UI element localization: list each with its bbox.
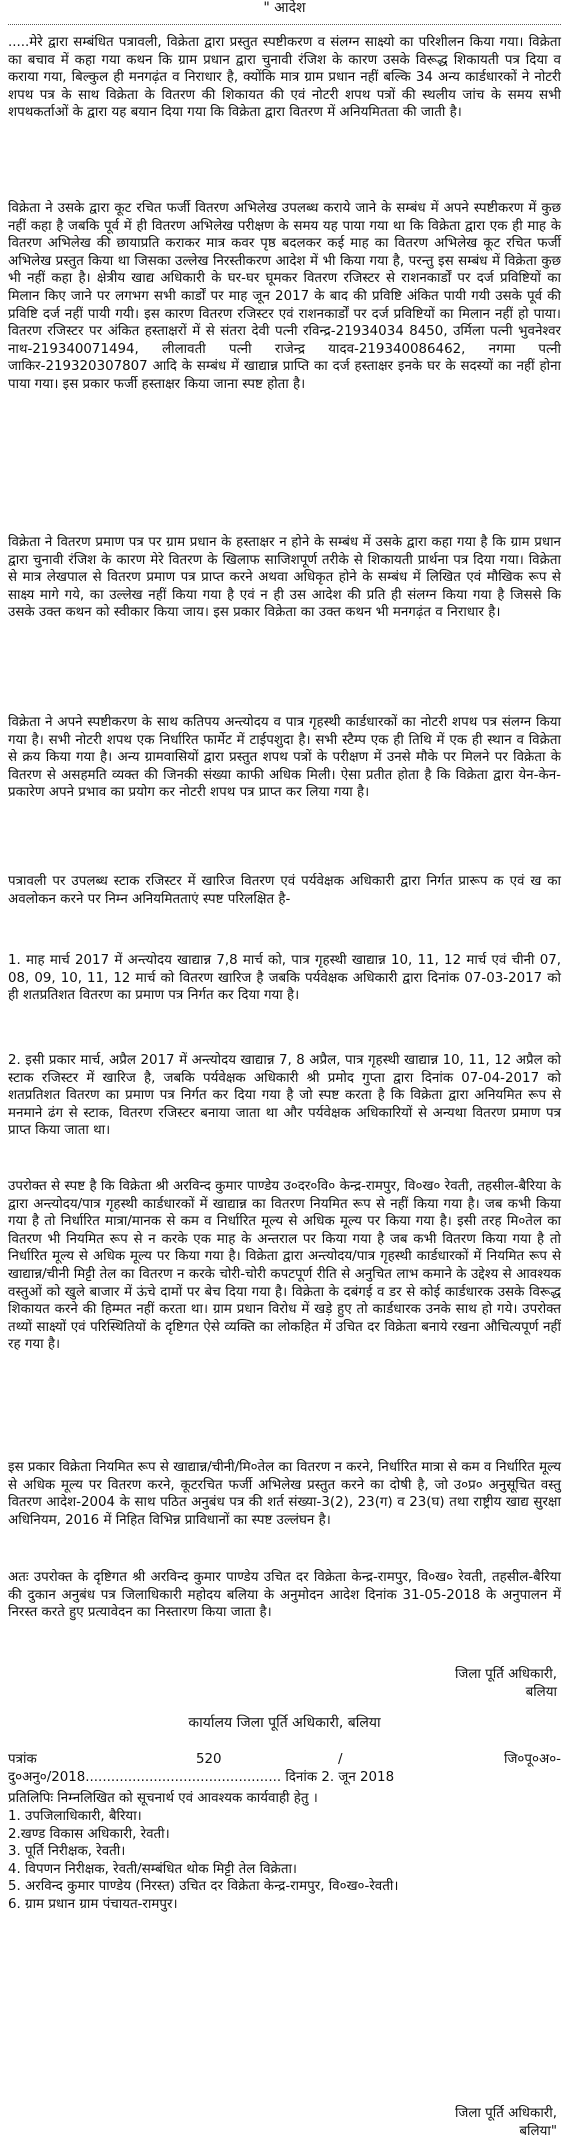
recipient-list bbox=[8, 1808, 561, 1914]
copy-intro: प्रतिलिपिः निम्नलिखित को सूचनार्थ एवं आवश्यक कार्यवाही हेतु । bbox=[8, 1791, 318, 1806]
office-heading: कार्यालय जिला पूर्ति अधिकारी, बलिया bbox=[188, 1715, 381, 1731]
paragraph-conclusion: इस प्रकार विक्रेता नियमित रूप से खाद्यान्न/चीनी/मि०तेल का वितरण न करने, निर्धारित मात्रा से कम व निर्धारित मूल्य से अधिक मूल्य पर वितरण करने, कूटरचित फर्जी अभिलेख प्रस्तुत करने का दोषी है, जो उ०प्र० अनुसूचित वस्तु वितरण आदेश-2004 के साथ पठित अनुबंध पत्र की शर्त संख्या-3(2), 23(ग) व 23(घ) तथा राष्ट्रीय खाद्य सुरक्षा अधिनियम, 2016 में निहित विभिन्न प्राविधानों का स्पष्ट उल्लंघन है। bbox=[8, 1460, 561, 1528]
letter-date-line: दु०अनु०/2018.............................................. दिनांक 2. जून 2018 bbox=[8, 1770, 395, 1785]
paragraph-findings: उपरोक्त से स्पष्ट है कि विक्रेता श्री अरविन्द कुमार पाण्डेय उ०दर०वि० केन्द्र-रामपुर, वि०ख० रेवती, तहसील-बैरिया के द्वारा अन्त्योदय/पात्र गृहस्थी कार्डधारकों में खाद्यान्न का वितरण नियमित रूप से नहीं किया गया है। जब कभी किया गया है तो निर्धारित मात्रा/मानक से कम व निर्धारित मूल्य से अधिक मूल्य पर किया गया है। इसी तरह मि०तेल का वितरण भी नियमित रूप से न करके एक माह के अन्तराल पर किया गया है जब कभी वितरण किया गया है तो निर्धारित मूल्य से अधिक मूल्य पर किया गया है। विक्रेता द्वारा अन्त्योदय/पात्र गृहस्थी कार्डधारकों में नियमित रूप से खाद्यान्न/चीनी मिट्टी तेल का वितरण न करके चोरी-चोरी कपटपूर्ण रीति से अनुचित लाभ कमाने के उद्देश्य से आवश्यक वस्तुओं को खुले बाजार में ऊंचे दामों पर बेच दिया गया है। विक्रेता के दबंगई व डर से कोई कार्डधारक उसके विरूद्ध शिकायत करने की हिम्मत नहीं करता था। ग्राम प्रधान विरोध में खड़े हुए तो कार्डधारक उनके साथ हो गये। उपरोक्त तथ्यों साक्ष्यों एवं परिस्थितियों के दृष्टिगत ऐसे व्यक्ति का लोकहित में उचित दर विक्रेता बनाये रखना औचित्यपूर्ण नहीं रह गया है। bbox=[8, 1179, 561, 1353]
document-title: " आदेश bbox=[263, 0, 306, 16]
paragraph-3: विक्रेता ने वितरण प्रमाण पत्र पर ग्राम प्रधान के हस्ताक्षर न होने के सम्बंध में उसके द्वारा कहा गया है कि ग्राम प्रधान द्वारा चुनावी रंजिश के कारण मेरे वितरण के खिलाफ साजिशपूर्ण तरीके से शिकायती प्रार्थना पत्र दिया गया। विक्रेता से मात्र लेखपाल से वितरण प्रमाण पत्र प्राप्त करने अथवा अधिकृत होने के सम्बंध में लिखित एवं मौखिक रूप से साक्ष्य मागे गये, का उल्लेख नहीं किया गया है एवं न ही उस आदेश की प्रति ही संलग्न किया गया है जिससे कि उसके उक्त कथन को स्वीकार किया जाय। इस प्रकार विक्रेता का उक्त कथन भी मनगढ़ंत व निराधार है। bbox=[8, 535, 561, 621]
paragraph-order: अतः उपरोक्त के दृष्टिगत श्री अरविन्द कुमार पाण्डेय उचित दर विक्रेता केन्द्र-रामपुर, वि०ख० रेवती, तहसील-बैरिया की दुकान अनुबंध पत्र जिलाधिकारी महोदय बलिया के अनुमोदन आदेश दिनांक 31-05-2018 के अनुपालन में निरस्त करते हुए प्रत्यावेदन का निस्तारण किया जाता है। bbox=[8, 1570, 561, 1621]
signature-title: जिला पूर्ति अधिकारी, bbox=[454, 2106, 557, 2121]
dotted-separator bbox=[8, 24, 561, 25]
list-item: 5. अरविन्द कुमार पाण्डेय (निरस्त) उचित दर विक्रेता केन्द्र-रामपुर, वि०ख०-रेवती। bbox=[8, 1879, 399, 1895]
paragraph-1: .....मेरे द्वारा सम्बंधित पत्रावली, विक्रेता द्वारा प्रस्तुत स्पष्टीकरण व संलग्न साक्ष्यो का परिशीलन किया गया। विक्रेता का बचाव में कहा गया कथन कि ग्राम प्रधान द्वारा चुनावी रंजिश के कारण उसके विरूद्ध शिकायती पत्र दिया व कराया गया, बिल्कुल ही मनगढ़ंत व निराधार है, क्योंकि मात्र ग्राम प्रधान नहीं बल्कि 34 अन्य कार्डधारकों ने नोटरी शपथ पत्र के साथ विक्रेता के वितरण की शिकायत की एवं नोटरी शपथ पत्रों की स्थलीय जांच के समय सभी शपथकर्ताओं के द्वारा यह बयान दिया गया कि विक्रेता द्वारा वितरण में अनियमितता की जाती है। bbox=[8, 35, 561, 121]
list-item: 3. पूर्ति निरीक्षक, रेवती। bbox=[8, 1844, 126, 1860]
paragraph-2: विक्रेता ने उसके द्वारा कूट रचित फर्जी वितरण अभिलेख उपलब्ध कराये जाने के सम्बंध में अपने स्पष्टीकरण में कुछ नहीं कहा है जबकि पूर्व में ही वितरण अभिलेख परीक्षण के समय यह पाया गया था कि विक्रेता द्वारा एक ही माह के वितरण अभिलेख की छायाप्रति कराकर मात्र कवर पृष्ठ बदलकर कई माह का वितरण अभिलेख कूट रचित फर्जी अभिलेख प्रस्तुत किया था जिसका उल्लेख निरस्तीकरण आदेश में भी किया गया है, परन्तु इस सम्बंध में विक्रेता कुछ भी नहीं कहा है। क्षेत्रीय खाद्य अधिकारी के घर-घर घूमकर वितरण रजिस्टर से राशनकार्डों पर दर्ज प्रविष्टियों का मिलान किए जाने पर लगभग सभी कार्डों पर माह जून 2017 के बाद की प्रविष्टि अंकित पायी गयी उसके पूर्व की प्रविष्टि दर्ज नहीं पायी गयी। इस कारण वितरण रजिस्टर एवं राशनकार्डों पर दर्ज प्रविष्टियों का मिलान नहीं हो पाया। वितरण रजिस्टर पर अंकित हस्ताक्षरों में से संतरा देवी पत्नी रविन्द्र-21934034 8450, उर्मिला पत्नी भुवनेश्वर नाथ-219340071494, लीलावती पत्नी राजेन्द्र यादव-219340086462, नगमा पत्नी जाकिर-219320307807 आदि के सम्बंध में खाद्यान्न प्राप्ति का दर्ज हस्ताक्षर इनके घर के सदस्यों का नहीं होना पाया गया। इस प्रकार फर्जी हस्ताक्षर किया जाना स्पष्ट होता है। bbox=[8, 201, 561, 392]
list-item: 2.खण्ड विकास अधिकारी, रेवती। bbox=[8, 1826, 170, 1842]
signature-block-1 bbox=[455, 1666, 557, 1701]
letter-number: 520 bbox=[196, 1752, 222, 1767]
list-item: 4. विपणन निरीक्षक, रेवती/सम्बंधित थोक मिट्टी तेल विक्रेता। bbox=[8, 1861, 297, 1877]
paragraph-5: पत्रावली पर उपलब्ध स्टाक रजिस्टर में खारिज वितरण एवं पर्यवेक्षक अधिकारी द्वारा निर्गत प्रारूप क एवं ख का अवलोकन करने पर निम्न अनियमितताएं स्पष्ट परिलक्षित है- bbox=[8, 874, 561, 907]
patrank-label: पत्रांक bbox=[8, 1752, 37, 1767]
signature-block-2 bbox=[455, 2105, 557, 2140]
list-item: 1. उपजिलाधिकारी, बैरिया। bbox=[8, 1809, 142, 1824]
letter-code: जि०पू०अ०- bbox=[504, 1752, 561, 1767]
irregularity-2: 2. इसी प्रकार मार्च, अप्रैल 2017 में अन्त्योदय खाद्यान्न 7, 8 अप्रैल, पात्र गृहस्थी खाद्यान्न 10, 11, 12 अप्रैल को स्टाक रजिस्टर में खारिज है, जबकि पर्यवेक्षक अधिकारी श्री प्रमोद गुप्ता द्वारा दिनांक 07-04-2017 को शतप्रतिशत वितरण का प्रमाण पत्र निर्गत कर दिया गया है जो स्पष्ट करता है कि विक्रेता द्वारा अनियमित रूप से मनमाने ढंग से स्टाक, वितरण रजिस्टर बनाया जाता था और पर्यवेक्षक अधिकारियों से अन्यथा वितरण प्रमाण पत्र प्राप्त किया जाता था। bbox=[8, 1053, 561, 1139]
letter-slash: / bbox=[338, 1752, 343, 1767]
list-item: 6. ग्राम प्रधान ग्राम पंचायत-रामपुर। bbox=[8, 1896, 178, 1912]
signature-title: जिला पूर्ति अधिकारी, bbox=[454, 1667, 557, 1682]
irregularity-1: 1. माह मार्च 2017 में अन्त्योदय खाद्यान्न 7,8 मार्च को, पात्र गृहस्थी खाद्यान्न 10, 11, 12 मार्च एवं चीनी 07, 08, 09, 10, 11, 12 मार्च को वितरण खारिज है जबकि पर्यवेक्षक अधिकारी द्वारा दिनांक 07-03-2017 को ही शतप्रतिशत वितरण का प्रमाण पत्र निर्गत कर दिया गया है। bbox=[8, 953, 561, 1004]
signature-place: बलिया" bbox=[519, 2123, 557, 2139]
signature-place: बलिया bbox=[525, 1684, 557, 1700]
paragraph-4: विक्रेता ने अपने स्पष्टीकरण के साथ कतिपय अन्त्योदय व पात्र गृहस्थी कार्डधारकों का नोटरी शपथ पत्र संलग्न किया गया है। सभी नोटरी शपथ एक निर्धारित फार्मेट में टाईपशुदा है। सभी स्टैम्प एक ही तिथि में एक ही स्थान व विक्रेता से क्रय किया गया है। अन्य ग्रामवासियों द्वारा प्रस्तुत शपथ पत्रों के परीक्षण में उनसे मौके पर मिलने पर विक्रेता के वितरण से असहमति व्यक्त की जिनकी संख्या काफी अधिक मिली। ऐसा प्रतीत होता है कि विक्रेता द्वारा येन-केन-प्रकारेण अपने प्रभाव का प्रयोग कर नोटरी शपथ पत्र प्राप्त कर लिया गया है। bbox=[8, 715, 561, 801]
